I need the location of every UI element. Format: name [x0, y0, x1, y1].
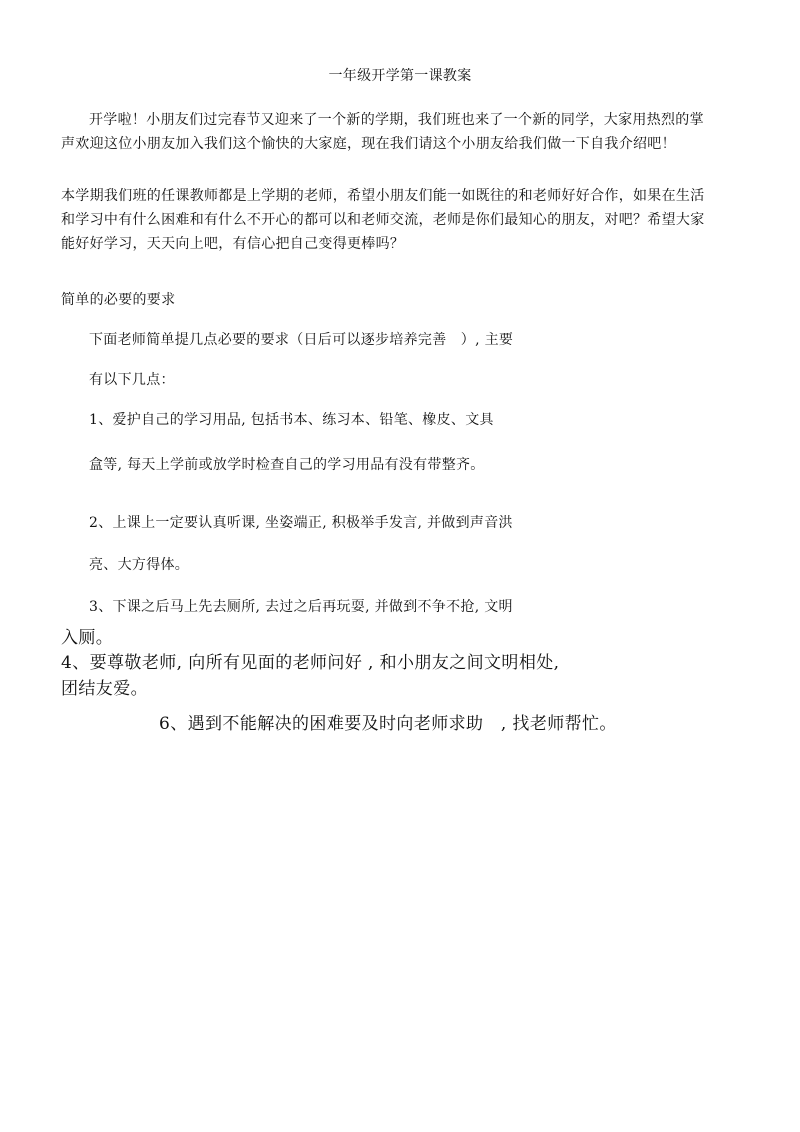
- requirements-heading: 简单的必要的要求: [61, 292, 176, 308]
- requirement-1-line-1: 1、爱护自己的学习用品, 包括书本、练习本、铅笔、橡皮、文具: [89, 412, 494, 428]
- requirement-2-line-1: 2、上课上一定要认真听课, 坐姿端正, 积极举手发言, 并做到声音洪: [89, 515, 513, 531]
- teachers-line-2: 和学习中有什么困难和有什么不开心的都可以和老师交流，老师是你们最知心的朋友，对吧？希望大家: [61, 212, 705, 228]
- requirements-intro-line-1: 下面老师简单提几点必要的要求（日后可以逐步培养完善 ）, 主要: [89, 332, 514, 348]
- requirement-4-line-2: 团结友爱。: [61, 679, 148, 699]
- intro-line-2: 声欢迎这位小朋友加入我们这个愉快的大家庭，现在我们请这个小朋友给我们做一下自我介绍吧！: [61, 136, 676, 152]
- document-title: 一年级开学第一课教案: [328, 68, 472, 84]
- requirement-4-line-1: 4、要尊敬老师, 向所有见面的老师问好 , 和小朋友之间文明相处,: [61, 653, 560, 673]
- requirement-1-line-2: 盒等, 每天上学前或放学时检查自己的学习用品有没有带整齐。: [89, 457, 485, 473]
- requirement-3-line-1: 3、下课之后马上先去厕所, 去过之后再玩耍, 并做到不争不抢, 文明: [89, 599, 513, 615]
- teachers-line-1: 本学期我们班的任课教师都是上学期的老师，希望小朋友们能一如既往的和老师好好合作，如果在生活: [61, 188, 705, 204]
- teachers-line-3: 能好好学习，天天向上吧，有信心把自己变得更棒吗？: [61, 236, 405, 252]
- requirement-2-line-2: 亮、大方得体。: [89, 557, 190, 573]
- requirement-3-line-2: 入厕。: [61, 628, 114, 648]
- requirement-6-line-1: 6、遇到不能解决的困难要及时向老师求助 , 找老师帮忙。: [159, 714, 617, 734]
- intro-line-1: 开学啦！小朋友们过完春节又迎来了一个新的学期，我们班也来了一个新的同学，大家用热烈的掌: [89, 112, 704, 128]
- requirements-intro-line-2: 有以下几点：: [89, 372, 175, 388]
